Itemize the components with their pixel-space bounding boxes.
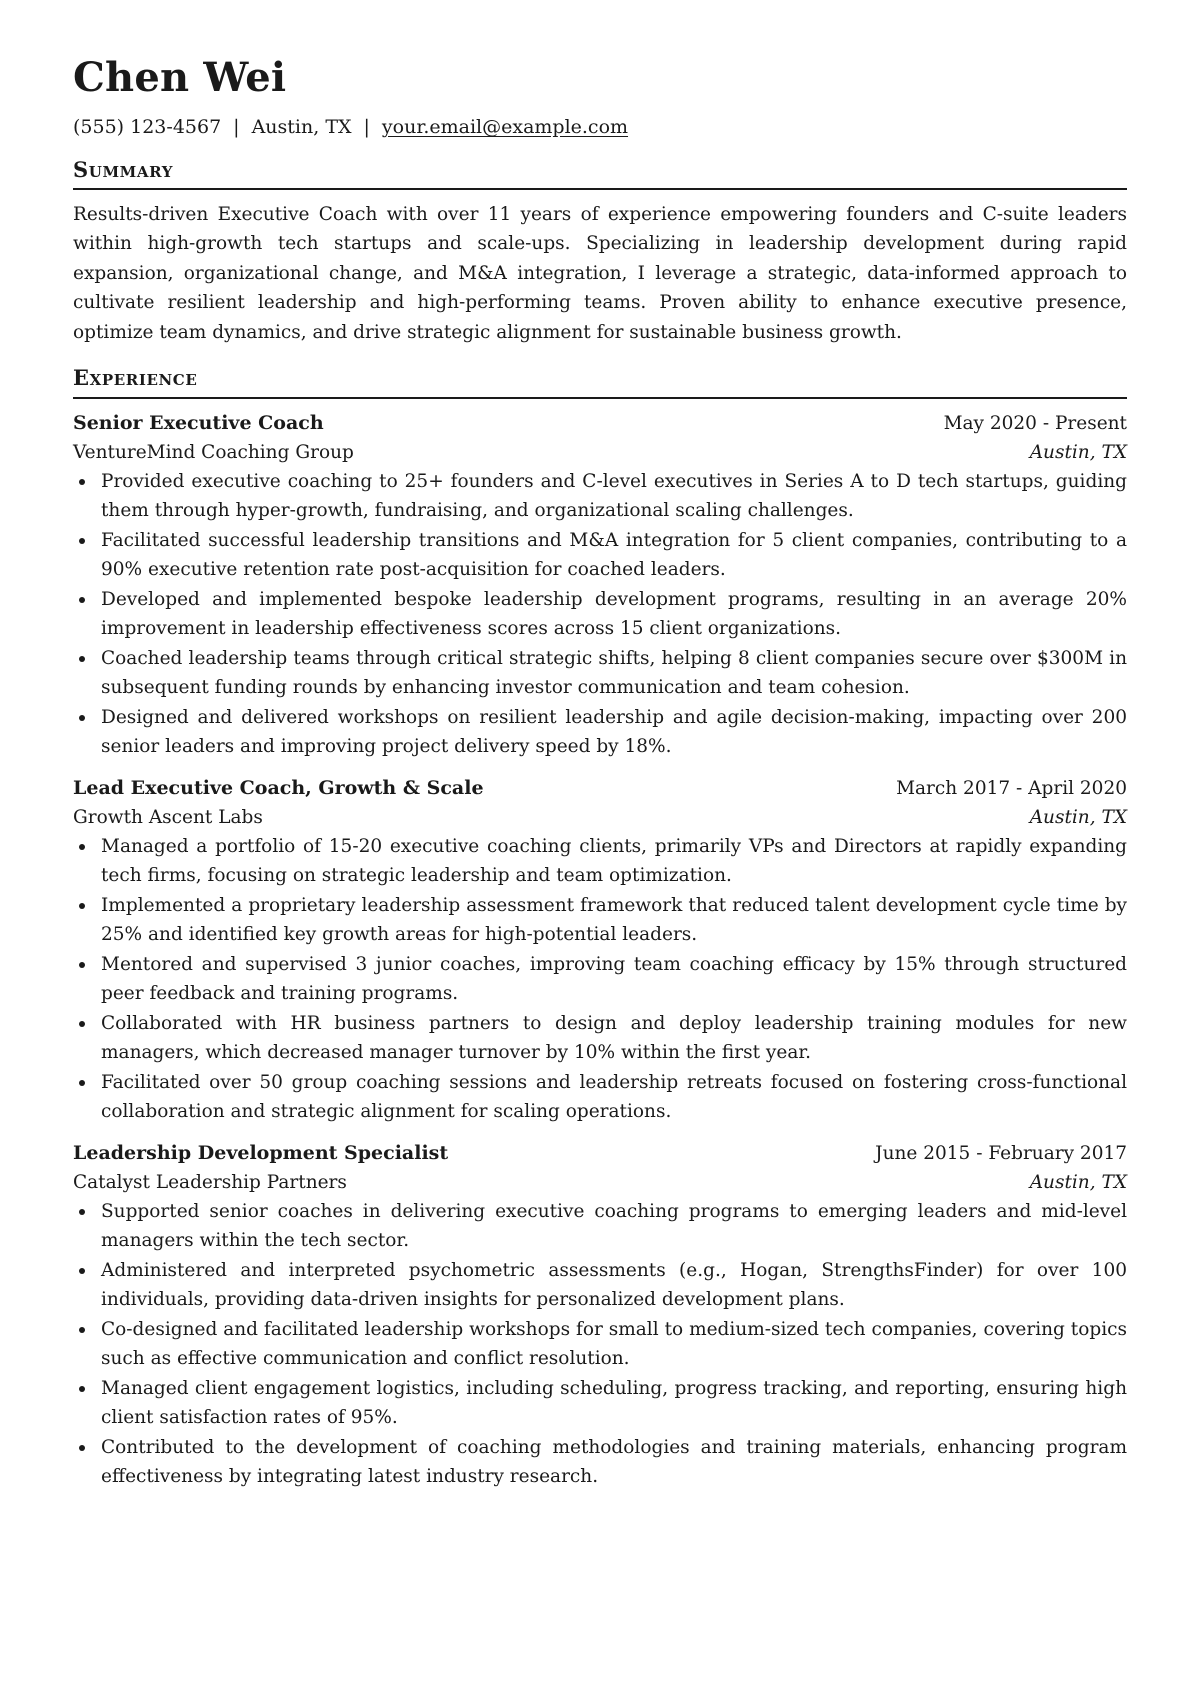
bullet-icon (79, 538, 85, 544)
bullet-icon (79, 597, 85, 603)
bullet-item (73, 1009, 1127, 1068)
bullet-text: Facilitated over 50 group coaching sessions and leadership retreats focused on fostering cross-functional collaboration and strategic alignment for scaling operations. (101, 1071, 1127, 1123)
bullet-item (73, 1197, 1127, 1256)
candidate-name: Chen Wei (73, 54, 287, 101)
company-name: Catalyst Leadership Partners (73, 1171, 347, 1193)
job-title: Leadership Development Specialist (73, 1141, 449, 1164)
bullet-icon (79, 962, 85, 968)
job-bullets (73, 467, 1127, 762)
job-entry (73, 774, 1127, 1127)
bullet-item (73, 1256, 1127, 1315)
bullet-text: Co-designed and facilitated leadership workshops for small to medium-sized tech companies, covering topics such as effective communication and conflict resolution. (101, 1318, 1127, 1370)
bullet-item (73, 1374, 1127, 1433)
bullet-item (73, 526, 1127, 585)
company-name: VentureMind Coaching Group (73, 441, 354, 463)
job-title: Lead Executive Coach, Growth & Scale (73, 776, 484, 799)
job-dates: March 2017 - April 2020 (896, 777, 1127, 799)
bullet-item (73, 891, 1127, 950)
bullet-text: Contributed to the development of coaching methodologies and training materials, enhancing program effectiveness by integrating latest industry research. (101, 1436, 1127, 1488)
job-bullets (73, 1197, 1127, 1492)
job-entry (73, 409, 1127, 762)
resume-page (73, 54, 1127, 1492)
job-entry (73, 1139, 1127, 1492)
email-link[interactable]: your.email@example.com (381, 116, 629, 138)
bullet-item (73, 1068, 1127, 1127)
bullet-item (73, 585, 1127, 644)
bullet-item (73, 644, 1127, 703)
company-name: Growth Ascent Labs (73, 806, 263, 828)
bullet-icon (79, 844, 85, 850)
bullet-icon (79, 1386, 85, 1392)
bullet-item (73, 950, 1127, 1009)
contact-separator: | (363, 116, 370, 138)
bullet-icon (79, 715, 85, 721)
location: Austin, TX (251, 116, 352, 138)
contact-line (73, 116, 1127, 139)
bullet-icon (79, 1080, 85, 1086)
phone-number: (555) 123-4567 (73, 116, 222, 138)
bullet-text: Administered and interpreted psychometric assessments (e.g., Hogan, StrengthsFinder) for over 100 individuals, providing data-driven insights for personalized development plans. (101, 1259, 1127, 1311)
bullet-icon (79, 1268, 85, 1274)
bullet-text: Provided executive coaching to 25+ founders and C-level executives in Series A to D tech startups, guiding them through hyper-growth, fundraising, and organizational scaling challenges. (101, 470, 1127, 522)
job-title: Senior Executive Coach (73, 411, 324, 434)
bullet-item (73, 1433, 1127, 1492)
section-divider (73, 397, 1127, 399)
bullet-icon (79, 1445, 85, 1451)
bullet-icon (79, 479, 85, 485)
job-dates: June 2015 - February 2017 (875, 1142, 1127, 1164)
experience-section (73, 365, 1127, 1491)
bullet-text: Facilitated successful leadership transitions and M&A integration for 5 client companies, contributing to a 90% executive retention rate post-acquisition for coached leaders. (101, 529, 1127, 581)
section-title-summary: Summary (73, 156, 174, 182)
bullet-text: Supported senior coaches in delivering executive coaching programs to emerging leaders and mid-level managers within the tech sector. (101, 1200, 1127, 1252)
bullet-text: Managed a portfolio of 15-20 executive coaching clients, primarily VPs and Directors at rapidly expanding tech firms, focusing on strategic leadership and team optimization. (101, 835, 1127, 887)
bullet-text: Collaborated with HR business partners to design and deploy leadership training modules for new managers, which decreased manager turnover by 10% within the first year. (101, 1012, 1127, 1064)
job-location: Austin, TX (1029, 1171, 1127, 1193)
bullet-text: Coached leadership teams through critical strategic shifts, helping 8 client companies secure over $300M in subsequent funding rounds by enhancing investor communication and team cohesion. (101, 647, 1127, 699)
bullet-text: Managed client engagement logistics, including scheduling, progress tracking, and reporting, ensuring high client satisfaction rates of 95%. (101, 1377, 1127, 1429)
bullet-icon (79, 1209, 85, 1215)
job-bullets (73, 832, 1127, 1127)
bullet-text: Implemented a proprietary leadership assessment framework that reduced talent development cycle time by 25% and identified key growth areas for high-potential leaders. (101, 894, 1127, 946)
job-dates: May 2020 - Present (943, 412, 1127, 434)
bullet-icon (79, 656, 85, 662)
bullet-item (73, 1315, 1127, 1374)
bullet-item (73, 467, 1127, 526)
bullet-icon (79, 903, 85, 909)
bullet-item (73, 703, 1127, 762)
bullet-item (73, 832, 1127, 891)
bullet-text: Developed and implemented bespoke leadership development programs, resulting in an average 20% improvement in leadership effectiveness scores across 15 client organizations. (101, 588, 1127, 640)
summary-section (73, 157, 1127, 348)
bullet-text: Mentored and supervised 3 junior coaches, improving team coaching efficacy by 15% through structured peer feedback and training programs. (101, 953, 1127, 1005)
summary-text: Results-driven Executive Coach with over 11 years of experience empowering founders and C-suite leaders within high-growth tech startups and scale-ups. Specializing in leadership development during rapid expansion, organizational change, and M&A integration, I leverage a strategic, data-informed approach to cultivate resilient leadership and high-performing teams. Proven ability to enhance executive presence, optimize team dynamics, and drive strategic alignment for sustainable business growth. (73, 203, 1127, 343)
section-divider (73, 188, 1127, 190)
job-location: Austin, TX (1029, 806, 1127, 828)
bullet-icon (79, 1021, 85, 1027)
section-title-experience: Experience (73, 365, 198, 391)
contact-separator: | (233, 116, 240, 138)
job-location: Austin, TX (1029, 441, 1127, 463)
bullet-text: Designed and delivered workshops on resilient leadership and agile decision-making, impacting over 200 senior leaders and improving project delivery speed by 18%. (101, 706, 1127, 758)
bullet-icon (79, 1327, 85, 1333)
